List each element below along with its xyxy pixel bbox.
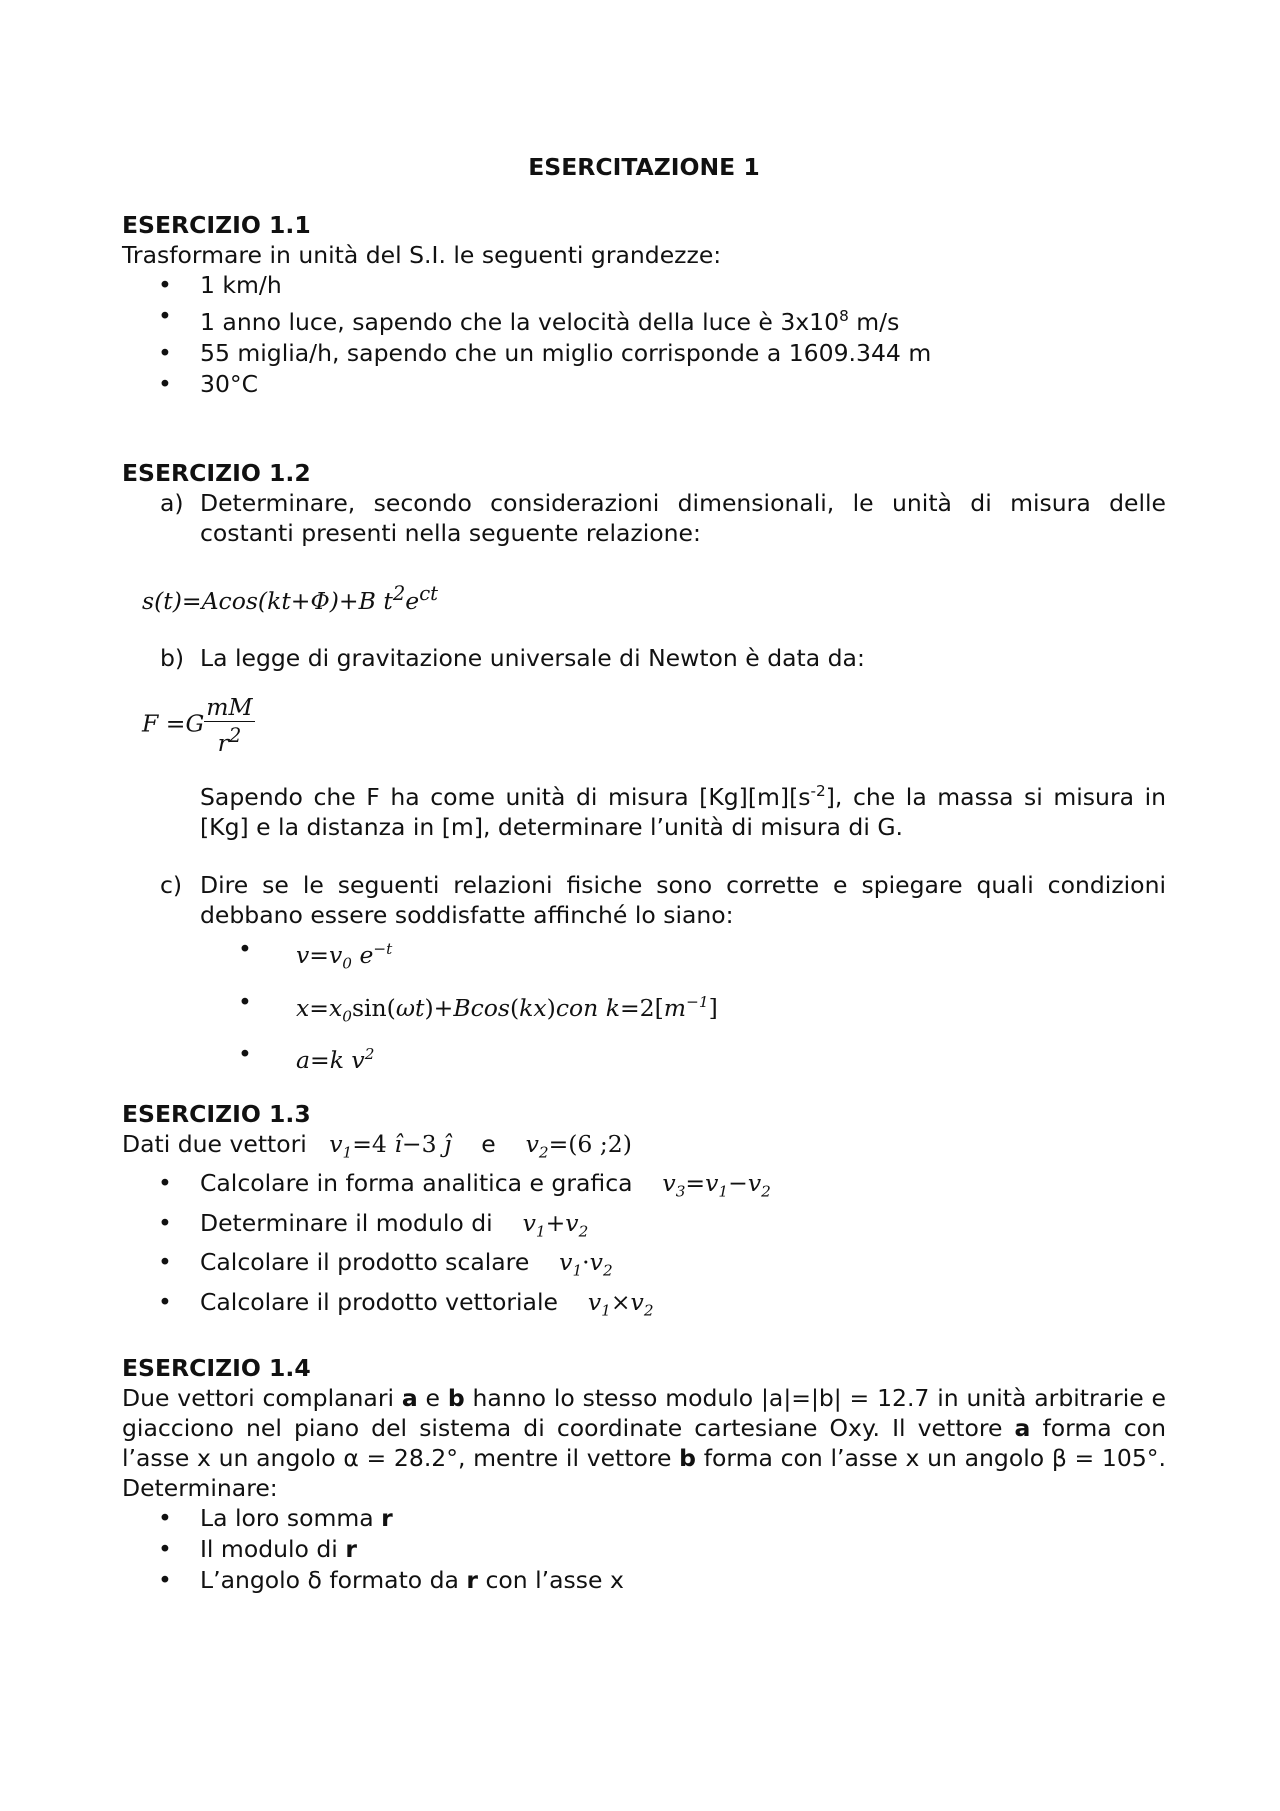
- exercise-1-3: [122, 1099, 1166, 1326]
- item-c-text: Dire se le seguenti relazioni fisiche sono corrette e spiegare quali condizioni debbano essere soddisfatte affinché lo siano:: [200, 871, 1166, 930]
- list-item: • $x=x_0\sin(\omega t)+Bcos(kx)con$ $k=2[m^{-1}]$: [122, 983, 1166, 1036]
- item-b-note: [122, 776, 1166, 842]
- item-c: [122, 870, 1166, 930]
- page-title: ESERCITAZIONE 1: [528, 153, 760, 181]
- exercise-1-1-heading: ESERCIZIO 1.1: [122, 211, 311, 239]
- item-c-relations: [122, 930, 1166, 1079]
- item-b-marker: b): [160, 643, 185, 672]
- list-item: • Calcolare il prodotto vettoriale $v_1\times v_2$: [122, 1287, 1166, 1327]
- item-b-text: La legge di gravitazione universale di Newton è data da:: [200, 643, 865, 672]
- list-item: • L’angolo δ formato da r con l’asse x: [122, 1565, 1166, 1596]
- vector-v2: $v_2=(6$ ;2): [525, 1130, 632, 1162]
- item-b-note-text: Sapendo che F ha come unità di misura $[Kg][m][s^{-2}]$, che la massa si misura in [Kg] e la distanza in [m], determinare l’unità di misura di G.: [200, 782, 1166, 842]
- list-item: • 1 anno luce, sapendo che la velocità della luce è $3x10^8$ m/s: [122, 301, 1166, 338]
- list-item: • Calcolare in forma analitica e grafica $v_3=v_1-v_2$: [122, 1168, 1166, 1208]
- list-item: • La loro somma r: [122, 1503, 1166, 1534]
- equation-position: s(t)=Acos(kt+Φ)+B $t^2e^{ct}$: [142, 581, 439, 615]
- item-c-marker: c): [160, 871, 183, 900]
- equation-gravitation: F =G $\frac{mM}{r^2}$: [142, 692, 253, 757]
- exercise-1-3-heading: ESERCIZIO 1.3: [122, 1100, 311, 1129]
- exercise-1-1-intro: Trasformare in unità del S.I. le seguenti grandezze:: [122, 241, 722, 269]
- item-a: [122, 488, 1166, 548]
- list-item: • 30°C: [122, 369, 1166, 400]
- item-b: [122, 643, 1166, 673]
- list-item: • 1 km/h: [122, 270, 1166, 301]
- exercise-1-1-list: [122, 270, 1166, 400]
- item-a-marker: a): [160, 488, 184, 517]
- list-item: • Calcolare il prodotto scalare $v_1\cdot v_2$: [122, 1247, 1166, 1287]
- exercise-1-4-text: Due vettori complanari a e b hanno lo stesso modulo |a|=|b| = 12.7 in unità arbitrarie e giacciono nel piano del sistema di coordinate cartesiane Oxy. Il vettore a forma con l’asse x un angolo α = 28.2°, mentre il vettore b forma con l’asse x un angolo β = 105°. Determinare:: [122, 1383, 1166, 1502]
- vector-v1: $v_1=4$ î−3 ĵ: [329, 1130, 452, 1162]
- exercise-1-1: [122, 210, 1166, 400]
- document-content: [122, 150, 1166, 1596]
- exercise-1-3-intro: Dati due vettori $v_1=4$ î−3 ĵ e $v_2=(6$ ;2): [122, 1130, 632, 1162]
- list-item: • a=k $v^2$: [122, 1035, 1166, 1079]
- exponent: 8: [839, 307, 849, 325]
- exercise-1-4-heading: ESERCIZIO 1.4: [122, 1353, 311, 1382]
- list-item: • Il modulo di r: [122, 1534, 1166, 1565]
- exercise-1-2: [122, 458, 1166, 1079]
- exercise-1-2-heading: ESERCIZIO 1.2: [122, 458, 311, 487]
- list-item: • 55 miglia/h, sapendo che un miglio corrisponde a 1609.344 m: [122, 338, 1166, 369]
- list-item: • $v=v_0$ $e^{-t}$: [122, 930, 1166, 983]
- item-a-text: Determinare, secondo considerazioni dimensionali, le unità di misura delle costanti presenti nella seguente relazione:: [200, 488, 1166, 547]
- exercise-1-4-list: [122, 1503, 1166, 1596]
- exercise-1-3-list: [122, 1168, 1166, 1327]
- exercise-1-4: [122, 1353, 1166, 1596]
- list-item: • Determinare il modulo di $v_1+v_2$: [122, 1208, 1166, 1248]
